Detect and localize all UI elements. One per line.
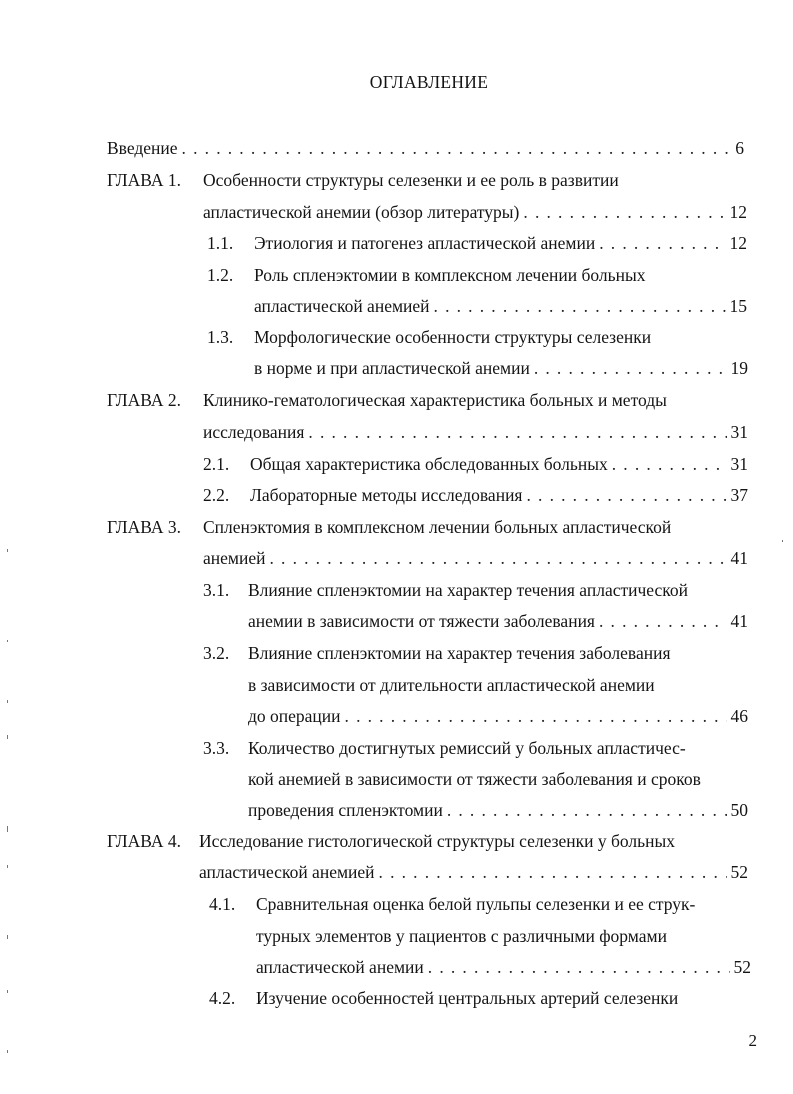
- toc-page-number: 31: [730, 454, 748, 474]
- leader-dots: [428, 955, 730, 979]
- toc-entry-intro: [107, 136, 744, 160]
- toc-entry-text: Влияние спленэктомии на характер течения заболевания: [248, 643, 671, 663]
- leader-dots: [182, 136, 732, 160]
- toc-page-number: 46: [730, 706, 748, 726]
- chapter-label: ГЛАВА 1.: [107, 170, 182, 190]
- toc-page-number: 19: [730, 358, 748, 378]
- toc-entry-text: до операции: [248, 706, 341, 726]
- toc-page-number: 12: [729, 233, 747, 253]
- toc-entry-text: Клинико-гематологическая характеристика больных и методы: [203, 390, 667, 410]
- toc-entry-1-2: [254, 294, 747, 318]
- leader-dots: [345, 704, 727, 728]
- section-number: 4.1.: [209, 894, 236, 914]
- toc-entry-3-2: [248, 704, 748, 728]
- toc-entry-text: Этиология и патогенез апластической анемии: [254, 233, 596, 253]
- scan-speck: [7, 549, 8, 552]
- toc-page-number: 52: [733, 957, 751, 977]
- toc-entry-3-3: [248, 798, 748, 822]
- toc-entry-text: Сравнительная оценка белой пульпы селезенки и ее струк-: [256, 894, 696, 914]
- section-number: 3.1.: [203, 580, 230, 600]
- leader-dots: [308, 420, 726, 444]
- toc-entry-text: Особенности структуры селезенки и ее роль в развитии: [203, 170, 619, 190]
- toc-entry-text: в норме и при апластической анемии: [254, 358, 530, 378]
- toc-page-number: 41: [730, 548, 748, 568]
- toc-entry-2-1: [250, 452, 748, 476]
- scan-speck: [7, 865, 8, 868]
- toc-entry-chapter-2: [203, 420, 748, 444]
- toc-entry-text: Роль спленэктомии в комплексном лечении больных: [254, 265, 646, 285]
- scan-speck: [7, 735, 8, 739]
- toc-entry-2-2: [250, 483, 748, 507]
- leader-dots: [599, 231, 725, 255]
- toc-entry-text: апластической анемии (обзор литературы): [203, 202, 520, 222]
- toc-page-number: 6: [735, 138, 744, 158]
- toc-entry-chapter-1: [203, 200, 747, 224]
- page-number: 2: [748, 1031, 757, 1050]
- leader-dots: [434, 294, 726, 318]
- toc-entry-text: кой анемией в зависимости от тяжести заболевания и сроков: [248, 769, 701, 789]
- scan-speck: [7, 826, 8, 832]
- section-number: 3.3.: [203, 738, 230, 758]
- section-number: 4.2.: [209, 988, 236, 1008]
- leader-dots: [447, 798, 727, 822]
- toc-entry-text: исследования: [203, 422, 305, 442]
- section-number: 1.3.: [207, 327, 234, 347]
- chapter-label: ГЛАВА 3.: [107, 517, 182, 537]
- toc-entry-text: апластической анемии: [256, 957, 424, 977]
- toc-page-number: 31: [730, 422, 748, 442]
- toc-entry-text: Морфологические особенности структуры селезенки: [254, 327, 652, 347]
- toc-entry-text: Влияние спленэктомии на характер течения апластической: [248, 580, 688, 600]
- toc-entry-chapter-4: [199, 860, 748, 884]
- page-title: ОГЛАВЛЕНИЕ: [369, 72, 489, 92]
- leader-dots: [379, 860, 727, 884]
- scan-speck: [7, 1050, 8, 1053]
- scan-speck: [7, 640, 8, 642]
- section-number: 3.2.: [203, 643, 230, 663]
- toc-entry-text: анемии в зависимости от тяжести заболевания: [248, 611, 595, 631]
- toc-page-number: 12: [729, 202, 747, 222]
- toc-entry-chapter-3: [203, 546, 748, 570]
- toc-entry-text: Лабораторные методы исследования: [250, 485, 523, 505]
- toc-entry-4-1: [256, 955, 751, 979]
- toc-entry-text: Изучение особенностей центральных артерий селезенки: [256, 988, 679, 1008]
- section-number: 1.2.: [207, 265, 234, 285]
- toc-page-number: 52: [730, 862, 748, 882]
- toc-page-number: 37: [730, 485, 748, 505]
- toc-entry-text: анемией: [203, 548, 266, 568]
- scan-speck: [7, 990, 8, 993]
- toc-page-number: 15: [729, 296, 747, 316]
- toc-entry-text: Введение: [107, 138, 178, 158]
- scan-speck: [782, 540, 783, 542]
- chapter-label: ГЛАВА 2.: [107, 390, 182, 410]
- leader-dots: [526, 483, 726, 507]
- toc-entry-1-3: [254, 356, 748, 380]
- chapter-label: ГЛАВА 4.: [107, 831, 182, 851]
- toc-page-number: 50: [730, 800, 748, 820]
- toc-entry-text: турных элементов у пациентов с различными формами: [256, 926, 667, 946]
- toc-entry-text: в зависимости от длительности апластической анемии: [248, 675, 655, 695]
- toc-entry-text: апластической анемией: [199, 862, 375, 882]
- leader-dots: [269, 546, 726, 570]
- toc-entry-text: Общая характеристика обследованных больных: [250, 454, 608, 474]
- section-number: 1.1.: [207, 233, 234, 253]
- toc-entry-text: Количество достигнутых ремиссий у больных апластичес-: [248, 738, 686, 758]
- toc-entry-1-1: [254, 231, 747, 255]
- section-number: 2.2.: [203, 485, 230, 505]
- toc-entry-text: проведения спленэктомии: [248, 800, 443, 820]
- toc-entry-3-1: [248, 609, 748, 633]
- leader-dots: [612, 452, 727, 476]
- leader-dots: [599, 609, 727, 633]
- toc-entry-text: Исследование гистологической структуры селезенки у больных: [199, 831, 676, 851]
- scan-speck: [7, 700, 8, 703]
- toc-entry-text: апластической анемией: [254, 296, 430, 316]
- scan-speck: [7, 935, 8, 939]
- leader-dots: [523, 200, 725, 224]
- toc-entry-text: Спленэктомия в комплексном лечении больных апластической: [203, 517, 672, 537]
- leader-dots: [534, 356, 727, 380]
- toc-page-number: 41: [730, 611, 748, 631]
- section-number: 2.1.: [203, 454, 230, 474]
